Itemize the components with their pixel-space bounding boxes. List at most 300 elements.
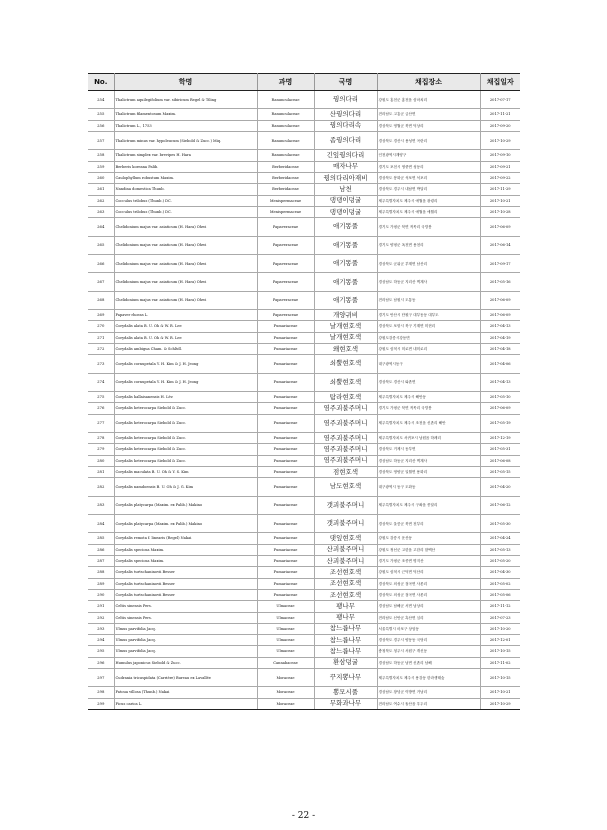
cell-scientific-name: Corydalis platycarpa (Maxim. ex Palib.) Makino [114,496,257,514]
cell-no: 260 [88,172,114,183]
cell-no: 292 [88,612,114,623]
cell-korean-name: 염주괴불주머니 [314,403,377,414]
specimen-table [88,73,520,710]
table-row [88,466,520,477]
cell-collection-date: 2017-05-16 [480,273,520,291]
cell-scientific-name: Corydalis turtschaninovii Besser [114,567,257,578]
cell-collection-date: 2017-05-06 [480,589,520,600]
specimen-table-container [88,73,520,710]
cell-family: Fumariaceae [257,567,314,578]
cell-family: Berberidaceae [257,172,314,183]
cell-korean-name: 개양귀비 [314,310,377,321]
cell-no: 281 [88,466,114,477]
cell-scientific-name: Papaver rhoeas L. [114,310,257,321]
cell-collection-site: 강원도 홍천군 홍천읍 삼마치리 [377,91,480,109]
cell-collection-date: 2017-05-31 [480,444,520,455]
cell-collection-site: 충청북도 청주시 서원구 개신동 [377,646,480,657]
cell-korean-name: 염주괴불주머니 [314,414,377,432]
cell-collection-date: 2017-12-01 [480,635,520,646]
cell-family: Fumariaceae [257,496,314,514]
cell-collection-site: 제주특별자치도 제주시 용강동 한라생태숲 [377,668,480,686]
cell-korean-name: 꿩의다리아재비 [314,172,377,183]
cell-collection-site: 경상북도 포항시 북구 기계면 미현리 [377,321,480,332]
cell-no: 258 [88,150,114,161]
cell-collection-site: 경기도 포천시 영중면 성동리 [377,161,480,172]
cell-korean-name: 무화과나무 [314,698,377,709]
cell-collection-site: 강원도 강릉시 운산동 [377,533,480,544]
cell-korean-name: 애기똥풀 [314,236,377,254]
cell-scientific-name: Thalictrum L., 1753 [114,120,257,131]
cell-collection-site: 제주특별자치도 제주시 애월읍 애월리 [377,206,480,217]
cell-family: Fumariaceae [257,444,314,455]
cell-collection-date: 2017-05-20 [480,556,520,567]
cell-collection-site: 경상북도 의성군 점곡면 사촌리 [377,578,480,589]
cell-collection-date: 2017-09-22 [480,172,520,183]
table-row [88,687,520,698]
table-row [88,131,520,149]
header-collection-site: 채집장소 [377,74,480,91]
table-row [88,109,520,120]
cell-korean-name: 매자나무 [314,161,377,172]
cell-korean-name: 참느릅나무 [314,646,377,657]
cell-scientific-name: Corydalis heterocarpa Siebold & Zucc. [114,414,257,432]
cell-no: 280 [88,455,114,466]
cell-collection-date: 2017-09-21 [480,161,520,172]
table-row [88,698,520,709]
cell-korean-name: 참느릅나무 [314,623,377,634]
cell-scientific-name: Thalictrum simplex var. brevipes H. Hara [114,150,257,161]
cell-no: 286 [88,544,114,555]
cell-no: 283 [88,496,114,514]
cell-korean-name: 염주괴불주머니 [314,444,377,455]
table-row [88,392,520,403]
cell-collection-date: 2017-10-20 [480,623,520,634]
cell-no: 270 [88,321,114,332]
cell-collection-date: 2017-06-14 [480,236,520,254]
cell-collection-date: 2017-11-12 [480,601,520,612]
cell-collection-date: 2017-11-29 [480,184,520,195]
table-row [88,291,520,309]
cell-korean-name: 갯괴불주머니 [314,496,377,514]
cell-collection-date: 2017-06-08 [480,455,520,466]
cell-scientific-name: Thalictrum aquilegifolium var. sibiricum Regel & Tiling [114,91,257,109]
table-row [88,668,520,686]
cell-collection-site: 경상남도 창녕군 이방면 거남리 [377,687,480,698]
table-row [88,496,520,514]
cell-collection-site: 경기도 양평군 옥천면 용천리 [377,236,480,254]
table-header-row [88,74,520,91]
cell-no: 263 [88,206,114,217]
cell-scientific-name: Corydalis namdoensis B. U. Oh & J. G. Kim [114,478,257,496]
cell-collection-date: 2017-11-02 [480,657,520,668]
cell-collection-date: 2017-07-17 [480,91,520,109]
cell-no: 297 [88,668,114,686]
cell-scientific-name: Cocculus trilobus (Thunb.) DC. [114,195,257,206]
cell-korean-name: 애기똥풀 [314,254,377,272]
cell-collection-site: 경기도 안산시 단원구 대부동동 대부도 [377,310,480,321]
cell-family: Ulmaceae [257,612,314,623]
cell-korean-name: 남도현호색 [314,478,377,496]
cell-family: Fumariaceae [257,544,314,555]
table-row [88,172,520,183]
cell-family: Ranunculaceae [257,120,314,131]
cell-korean-name: 조선현호색 [314,589,377,600]
cell-family: Fumariaceae [257,455,314,466]
cell-scientific-name: Corydalis cornupetala Y. H. Kim & J. H. Jeong [114,373,257,391]
cell-no: 293 [88,623,114,634]
cell-collection-site: 경기도 가평군 조종면 명지산 [377,556,480,567]
table-row [88,332,520,343]
table-row [88,355,520,373]
cell-family: Berberidaceae [257,184,314,195]
cell-collection-date: 2017-10-15 [480,668,520,686]
cell-scientific-name: Corydalis turtschaninovii Besser [114,578,257,589]
cell-scientific-name: Ulmus parvifolia Jacq. [114,646,257,657]
cell-scientific-name: Corydalis remota f. linearis (Regel) Nakai [114,533,257,544]
cell-scientific-name: Fatoua villosa (Thunb.) Nakai [114,687,257,698]
page-number: - 22 - [291,811,316,821]
cell-collection-site: 제주특별자치도 제주시 애월읍 광령리 [377,195,480,206]
cell-korean-name: 환삼덩굴 [314,657,377,668]
table-row [88,161,520,172]
cell-no: 271 [88,332,114,343]
cell-no: 278 [88,433,114,444]
cell-family: Papaveraceae [257,273,314,291]
cell-collection-site: 제주특별자치도 제주시 해안동 [377,392,480,403]
cell-family: Menispermaceae [257,195,314,206]
cell-collection-date: 2017-09-10 [480,150,520,161]
cell-collection-date: 2017-10-21 [480,195,520,206]
cell-scientific-name: Ulmus parvifolia Jacq. [114,623,257,634]
cell-korean-name: 댓잎현호색 [314,533,377,544]
cell-collection-site: 경상북도 경주시 내남면 박달리 [377,184,480,195]
cell-collection-date: 2017-05-19 [480,414,520,432]
cell-family: Fumariaceae [257,556,314,567]
cell-korean-name: 꾸지뽕나무 [314,668,377,686]
cell-collection-site: 경상북도 경주시 양동동 국당리 [377,635,480,646]
table-row [88,612,520,623]
cell-collection-date: 2017-05-15 [480,466,520,477]
cell-korean-name: 갯괴불주머니 [314,515,377,533]
cell-korean-name: 산괴불주머니 [314,544,377,555]
cell-korean-name: 염주괴불주머니 [314,455,377,466]
cell-family: Fumariaceae [257,466,314,477]
cell-collection-date: 2017-05-10 [480,392,520,403]
cell-scientific-name: Corydalis ambigua Cham. & Schltdl. [114,344,257,355]
cell-korean-name: 점현호색 [314,466,377,477]
cell-collection-date: 2017-04-13 [480,321,520,332]
cell-collection-date: 2017-05-13 [480,544,520,555]
cell-collection-date: 2017-10-29 [480,698,520,709]
cell-collection-site: 인천광역시계양구 [377,150,480,161]
cell-no: 290 [88,589,114,600]
cell-family: Berberidaceae [257,161,314,172]
cell-collection-site: 전라남도 남원시 도통동 [377,291,480,309]
cell-no: 254 [88,91,114,109]
cell-no: 266 [88,254,114,272]
cell-collection-site: 서울특별시 마포구 상암동 [377,623,480,634]
cell-collection-date: 2017-04-06 [480,355,520,373]
cell-collection-date: 2017-06-09 [480,310,520,321]
cell-scientific-name: Humulus japonicus Siebold & Zucc. [114,657,257,668]
cell-collection-site: 경기도 가평군 북면 적목리 국망봉 [377,403,480,414]
cell-collection-date: 2017-04-20 [480,478,520,496]
cell-korean-name: 꿩의다리 [314,91,377,109]
cell-family: Cannabaceae [257,657,314,668]
cell-scientific-name: Chelidonium majus var. asiaticum (H. Hara) Ohwi [114,291,257,309]
cell-collection-date: 2017-05-30 [480,515,520,533]
table-row [88,657,520,668]
cell-collection-date: 2017-06-09 [480,218,520,236]
cell-collection-site: 경상북도 경산시 용성면 곡란리 [377,131,480,149]
cell-collection-site: 제주특별자치도 제주시 조천읍 신촌리 해안 [377,414,480,432]
cell-collection-date: 2017-10-29 [480,131,520,149]
cell-collection-site: 강원도강릉시강동면 [377,332,480,343]
cell-collection-site: 경상북도 봉화군 석포면 석포리 [377,172,480,183]
cell-no: 262 [88,195,114,206]
table-row [88,206,520,217]
cell-scientific-name: Corydalis platycarpa (Maxim. ex Palib.) Makino [114,515,257,533]
cell-family: Fumariaceae [257,414,314,432]
cell-family: Fumariaceae [257,344,314,355]
cell-collection-site: 경상북도 경산시 와촌면 [377,373,480,391]
cell-korean-name: 산꿩의다리 [314,109,377,120]
cell-collection-site: 제주특별자치도 서귀포시 남원읍 하례리 [377,433,480,444]
cell-family: Fumariaceae [257,373,314,391]
table-row [88,310,520,321]
cell-collection-site: 경상남도 하동군 지리산 벽계사 [377,455,480,466]
table-row [88,635,520,646]
cell-collection-date: 2017-04-18 [480,344,520,355]
cell-scientific-name: Cudrania tricuspidata (Carrière) Bureau ex Lavallée [114,668,257,686]
cell-korean-name: 꿩의다리속 [314,120,377,131]
cell-korean-name: 팽나무 [314,612,377,623]
cell-collection-site: 경상북도 의성군 점곡면 사촌리 [377,589,480,600]
table-row [88,444,520,455]
cell-no: 275 [88,392,114,403]
cell-collection-date: 2017-07-23 [480,612,520,623]
cell-korean-name: 애기똥풀 [314,291,377,309]
table-row [88,544,520,555]
table-row [88,120,520,131]
table-row [88,533,520,544]
cell-family: Papaveraceae [257,218,314,236]
table-row [88,556,520,567]
cell-scientific-name: Caulophyllum robustum Maxim. [114,172,257,183]
cell-family: Fumariaceae [257,589,314,600]
table-row [88,578,520,589]
cell-no: 276 [88,403,114,414]
cell-scientific-name: Corydalis alata B. U. Oh & W. R. Lee [114,332,257,343]
cell-collection-date: 2017-06-09 [480,403,520,414]
cell-no: 299 [88,698,114,709]
cell-collection-date: 2017-04-19 [480,332,520,343]
cell-scientific-name: Corydalis turtschaninovii Besser [114,589,257,600]
cell-korean-name: 날개현호색 [314,321,377,332]
cell-collection-site: 전라남도 고흥군 금산면 [377,109,480,120]
cell-family: Ranunculaceae [257,131,314,149]
table-row [88,433,520,444]
cell-collection-date: 2017-06-12 [480,496,520,514]
table-row [88,455,520,466]
cell-korean-name: 쇠뿔현호색 [314,373,377,391]
cell-no: 284 [88,515,114,533]
cell-scientific-name: Berberis koreana Palib. [114,161,257,172]
cell-collection-site: 경상북도 영양군 일월면 용화리 [377,466,480,477]
cell-scientific-name: Corydalis hallaisanensis H. Lév. [114,392,257,403]
cell-no: 289 [88,578,114,589]
cell-no: 265 [88,236,114,254]
cell-korean-name: 조선현호색 [314,567,377,578]
table-body [88,91,520,710]
cell-no: 294 [88,635,114,646]
cell-family: Fumariaceae [257,392,314,403]
cell-scientific-name: Chelidonium majus var. asiaticum (H. Hara) Ohwi [114,254,257,272]
cell-korean-name: 염주괴불주머니 [314,433,377,444]
cell-collection-site: 대구광역시 동구 도화동 [377,478,480,496]
table-row [88,195,520,206]
header-collection-date: 채집일자 [480,74,520,91]
cell-collection-date: 2017-04-24 [480,533,520,544]
cell-family: Fumariaceae [257,355,314,373]
header-no: No. [88,74,114,91]
cell-collection-date: 2017-11-21 [480,109,520,120]
table-row [88,567,520,578]
cell-scientific-name: Chelidonium majus var. asiaticum (H. Hara) Ohwi [114,236,257,254]
cell-no: 259 [88,161,114,172]
cell-no: 274 [88,373,114,391]
table-row [88,184,520,195]
cell-korean-name: 날개현호색 [314,332,377,343]
cell-collection-site: 경기도 가평군 북면 적목리 국망봉 [377,218,480,236]
cell-collection-date: 2017-09-17 [480,254,520,272]
cell-family: Ulmaceae [257,601,314,612]
cell-korean-name: 애기똥풀 [314,218,377,236]
table-row [88,321,520,332]
header-family: 과명 [257,74,314,91]
cell-korean-name: 뽕모시풀 [314,687,377,698]
cell-family: Fumariaceae [257,403,314,414]
cell-collection-site: 전라남도 신안군 흑산면 심리 [377,612,480,623]
cell-collection-date: 2017-10-15 [480,646,520,657]
cell-korean-name: 팽나무 [314,601,377,612]
cell-family: Ulmaceae [257,646,314,657]
cell-family: Papaveraceae [257,236,314,254]
cell-family: Menispermaceae [257,206,314,217]
table-row [88,414,520,432]
cell-scientific-name: Celtis sinensis Pers. [114,601,257,612]
table-row [88,150,520,161]
cell-collection-site: 강원도 삼척시 미로면 내미로리 [377,344,480,355]
cell-scientific-name: Ficus carica L. [114,698,257,709]
cell-no: 268 [88,291,114,309]
cell-no: 296 [88,657,114,668]
cell-no: 257 [88,131,114,149]
cell-scientific-name: Chelidonium majus var. asiaticum (H. Hara) Ohwi [114,218,257,236]
table-row [88,646,520,657]
cell-collection-site: 전라남도 여수시 돌산읍 우두리 [377,698,480,709]
cell-korean-name: 쇠뿔현호색 [314,355,377,373]
table-row [88,344,520,355]
cell-no: 264 [88,218,114,236]
cell-scientific-name: Nandina domestica Thunb. [114,184,257,195]
cell-no: 272 [88,344,114,355]
table-row [88,515,520,533]
table-row [88,589,520,600]
cell-collection-site: 경상북도 거제시 동부면 [377,444,480,455]
cell-no: 267 [88,273,114,291]
cell-korean-name: 댕댕이덩굴 [314,195,377,206]
cell-no: 288 [88,567,114,578]
cell-collection-site: 경상북도 영월군 북면 덕상리 [377,120,480,131]
cell-family: Ulmaceae [257,623,314,634]
cell-korean-name: 왜현호색 [314,344,377,355]
cell-scientific-name: Corydalis heterocarpa Siebold & Zucc. [114,403,257,414]
cell-collection-site: 대구광역시동구 [377,355,480,373]
table-row [88,91,520,109]
cell-no: 255 [88,109,114,120]
cell-family: Ulmaceae [257,635,314,646]
cell-family: Papaveraceae [257,291,314,309]
cell-scientific-name: Thalictrum filamentosum Maxim. [114,109,257,120]
cell-no: 277 [88,414,114,432]
cell-no: 261 [88,184,114,195]
cell-korean-name: 남천 [314,184,377,195]
cell-collection-site: 경상북도 군위군 부계면 남산리 [377,254,480,272]
cell-scientific-name: Corydalis alata B. U. Oh & W. R. Lee [114,321,257,332]
table-row [88,273,520,291]
cell-family: Ranunculaceae [257,109,314,120]
cell-scientific-name: Chelidonium majus var. asiaticum (H. Hara) Ohwi [114,273,257,291]
table-row [88,373,520,391]
cell-family: Papaveraceae [257,254,314,272]
cell-collection-site: 경상남도 하동군 지리산 벽계사 [377,273,480,291]
table-row [88,218,520,236]
cell-no: 256 [88,120,114,131]
table-row [88,601,520,612]
cell-family: Fumariaceae [257,533,314,544]
cell-korean-name: 산괴불주머니 [314,556,377,567]
cell-family: Fumariaceae [257,332,314,343]
header-scientific-name: 학명 [114,74,257,91]
cell-korean-name: 댕댕이덩굴 [314,206,377,217]
cell-scientific-name: Corydalis speciosa Maxim. [114,556,257,567]
cell-family: Moraceae [257,668,314,686]
cell-collection-date: 2017-04-13 [480,373,520,391]
cell-collection-site: 강원도 정선군 고한읍 고한리 함백산 [377,544,480,555]
cell-scientific-name: Corydalis speciosa Maxim. [114,544,257,555]
cell-family: Ranunculaceae [257,91,314,109]
header-korean-name: 국명 [314,74,377,91]
cell-scientific-name: Corydalis heterocarpa Siebold & Zucc. [114,433,257,444]
cell-scientific-name: Corydalis heterocarpa Siebold & Zucc. [114,455,257,466]
table-row [88,236,520,254]
table-row [88,403,520,414]
cell-no: 282 [88,478,114,496]
cell-korean-name: 애기똥풀 [314,273,377,291]
table-row [88,478,520,496]
cell-korean-name: 긴잎꿩의다리 [314,150,377,161]
cell-korean-name: 좀꿩의다리 [314,131,377,149]
cell-scientific-name: Thalictrum minus var. hypoleucum (Siebold & Zucc.) Miq. [114,131,257,149]
cell-collection-site: 경상남도 하동군 남면 신촌리 남해 [377,657,480,668]
cell-no: 295 [88,646,114,657]
cell-no: 269 [88,310,114,321]
table-row [88,623,520,634]
cell-collection-site: 경상남도 남해군 서면 남상리 [377,601,480,612]
cell-family: Fumariaceae [257,321,314,332]
cell-no: 287 [88,556,114,567]
